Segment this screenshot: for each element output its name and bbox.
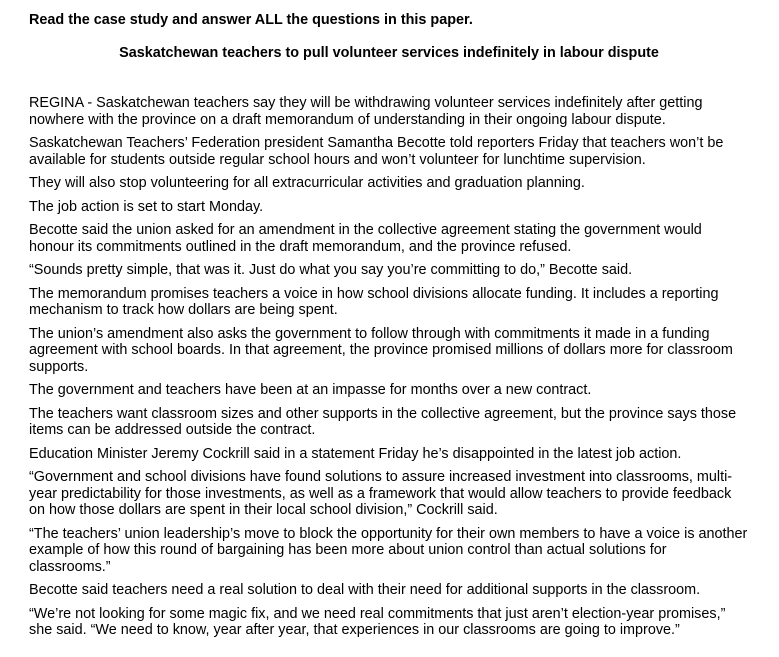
article-paragraph: REGINA - Saskatchewan teachers say they will be withdrawing volunteer services indefinitely after getting nowhere with the province on a draft memorandum of understanding in their ongoing labour dispute. bbox=[29, 95, 703, 128]
article-paragraph: Education Minister Jeremy Cockrill said in a statement Friday he’s disappointed in the latest job action. bbox=[29, 445, 682, 462]
article-paragraph: “Sounds pretty simple, that was it. Just do what you say you’re committing to do,” Becotte said. bbox=[29, 262, 633, 278]
article-paragraph: The union’s amendment also asks the government to follow through with commitments it made in a funding agreement with school boards. In that agreement, the province promised millions of dollars more for classroom supports. bbox=[29, 325, 733, 375]
article-paragraph: The job action is set to start Monday. bbox=[29, 198, 264, 215]
instruction-heading: Read the case study and answer ALL the questions in this paper. bbox=[29, 12, 473, 28]
article-paragraph: The teachers want classroom sizes and other supports in the collective agreement, but the province says those items can be addressed outside the contract. bbox=[29, 405, 737, 438]
article-paragraph: The memorandum promises teachers a voice in how school divisions allocate funding. It includes a reporting mechanism to track how dollars are being spent. bbox=[29, 285, 719, 318]
article-title: Saskatchewan teachers to pull volunteer services indefinitely in labour dispute bbox=[119, 45, 659, 61]
article-paragraph: “The teachers’ union leadership’s move to block the opportunity for their own members to have a voice is another example of how this round of bargaining has been more about union control than actual solutions for classrooms.” bbox=[29, 525, 748, 575]
article-paragraph: Becotte said the union asked for an amendment in the collective agreement stating the government would honour its commitments outlined in the draft memorandum, and the province refused. bbox=[29, 222, 702, 255]
article-paragraph: They will also stop volunteering for all extracurricular activities and graduation planning. bbox=[29, 175, 585, 191]
article-paragraph: Becotte said teachers need a real solution to deal with their need for additional supports in the classroom. bbox=[29, 582, 701, 598]
article-paragraph: “We’re not looking for some magic fix, and we need real commitments that just aren’t election-year promises,” she said. “We need to know, year after year, that experiences in our classrooms are going to improve.” bbox=[29, 605, 726, 638]
article-paragraph: “Government and school divisions have found solutions to assure increased investment into classrooms, multi-year predictability for those investments, as well as a framework that would allow teachers to provide feedback on how those dollars are spent in their local school division,” Cockrill said. bbox=[29, 469, 733, 518]
article-paragraph: Saskatchewan Teachers’ Federation president Samantha Becotte told reporters Friday that teachers won’t be available for students outside regular school hours and won’t volunteer for lunchtime supervision. bbox=[29, 135, 724, 168]
article-body bbox=[29, 95, 749, 646]
article-paragraph: The government and teachers have been at an impasse for months over a new contract. bbox=[29, 382, 592, 398]
